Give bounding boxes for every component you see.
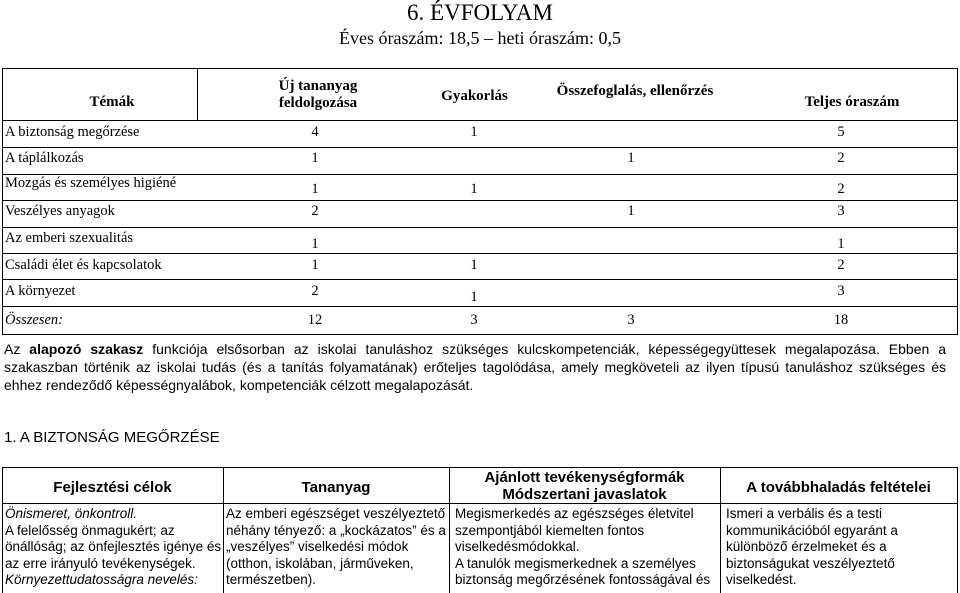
col-header-activities: Ajánlott tevékenységformák Módszertani javaslatok (484, 469, 685, 503)
intro-paragraph: Az alapozó szakasz funkciója elsősorban az iskolai tanuláshoz szükséges kulcskompetenciák, képességegyüttesek megalapozása. Ebben a szakaszban történik az iskolai tudás (és a tanítás folyamatának) erőteljes tagolódása, amely megköveteli az ilyen típusú tanuláshoz szükséges és ehhez rendeződő képességnyalábok, kompetenciák célzott megalapozását. (4, 341, 947, 393)
col-header-goals: Fejlesztési célok (53, 479, 172, 496)
conditions-cell: Ismeri a verbális és a testi kommunikációból egyaránt a különböző érzelmeket és a biztonságukat veszélyeztető viselkedést. (726, 506, 898, 587)
col-header-review: Összefoglalás, ellenőrzés (556, 83, 714, 99)
page-title: 6. ÉVFOLYAM (407, 0, 553, 25)
col-header-new-material: Új tananyag feldolgozása (278, 78, 358, 111)
page-subtitle: Éves óraszám: 18,5 – heti óraszám: 0,5 (339, 28, 621, 48)
material-cell: Az emberi egészséget veszélyeztető néhány tényező: a „kockázatos” és a „veszélyes” viselkedési módok (otthon, iskolában, járműveken, természetben). (226, 506, 446, 587)
goals-cell: Önismeret, önkontroll. A felelősség önmagukért; az önállóság; az önfejlesztés igénye és az erre irányuló tevékenységek. Környezettudatosságra nevelés: (5, 506, 222, 587)
col-header-conditions: A továbbhaladás feltételei (746, 479, 931, 496)
col-header-total: Teljes óraszám (804, 94, 900, 110)
activities-cell: Megismerkedés az egészséges életvitel szempontjából kiemelten fontos viselkedésmódokkal. A tanulók megismerkednek a személyes biztonság megőrzésének fontosságával és (455, 506, 711, 587)
col-header-practice: Gyakorlás (441, 88, 508, 104)
col-header-topics: Témák (89, 94, 135, 110)
detail-table (2, 467, 958, 593)
section-heading: 1. A BIZTONSÁG MEGŐRZÉSE (4, 429, 220, 446)
col-header-material: Tananyag (301, 479, 371, 496)
